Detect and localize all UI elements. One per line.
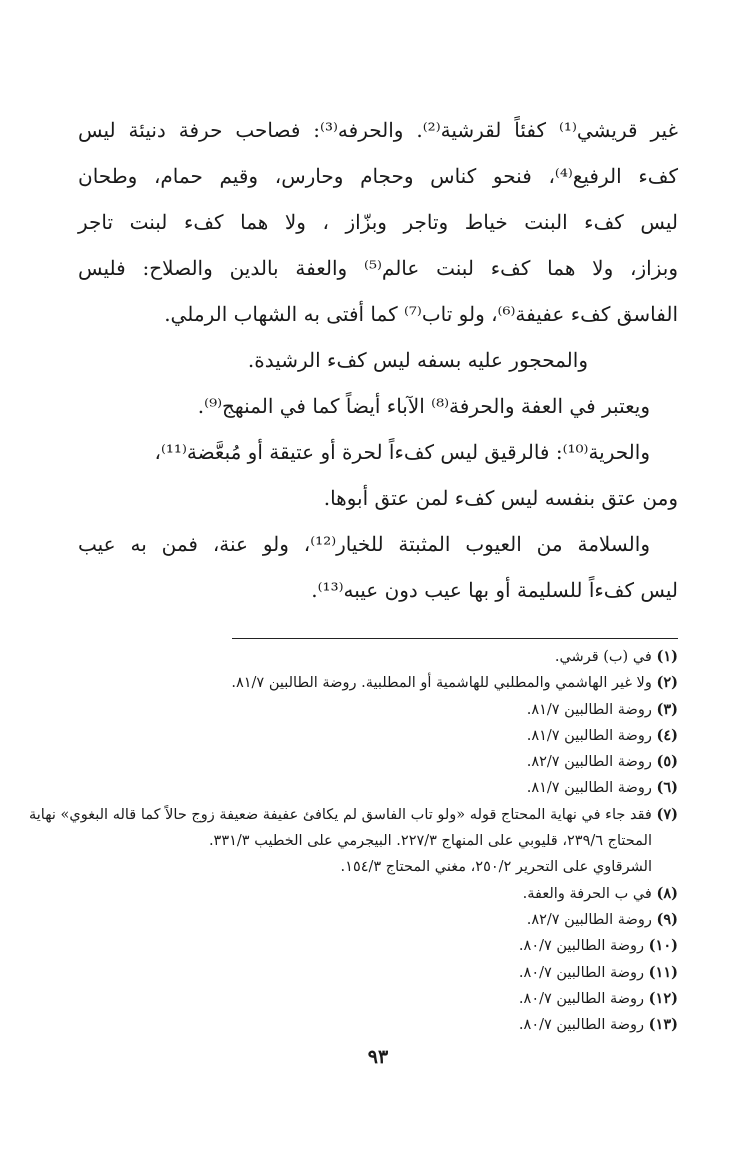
text-line-7: ويعتبر في العفة والحرفة⁽⁸⁾ الآباء أيضاً كما في المنهج⁽⁹⁾. [197,394,650,418]
footnote-11: (١١) روضة الطالبين ٨٠/٧. [518,963,678,981]
footnote-7: (٧) فقد جاء في نهاية المحتاج قوله «ولو تاب الفاسق لم يكافئ عفيفة ضعيفة زوج حالاً كما قاله البغوي» نهاية [29,805,678,823]
footnote-13: (١٣) روضة الطالبين ٨٠/٧. [518,1016,678,1034]
text-line-10: والسلامة من العيوب المثبتة للخيار⁽¹²⁾، ولو عنة، فمن به عيب [78,532,650,556]
text-line-4: وبزاز، ولا هما كفء لبنت عالم⁽⁵⁾ والعفة بالدين والصلاح: فليس [78,256,678,280]
footnote-3: (٣) روضة الطالبين ٨١/٧. [526,700,678,718]
footnote-7-continued-1: المحتاج ٢٣٩/٦، قليوبي على المنهاج ٢٢٧/٣. البيجرمي على الخطيب ٣٣١/٣. [208,833,652,850]
footnote-8: (٨) في ب الحرفة والعفة. [522,884,678,902]
text-line-11: ليس كفءاً للسليمة أو بها عيب دون عيبه⁽¹³⁾. [311,578,678,602]
footnote-1: (١) في (ب) قرشي. [554,648,678,665]
text-line-3: ليس كفء البنت خياط وتاجر وبزّاز ، ولا هما كفء لبنت تاجر [78,210,678,234]
footnote-5: (٥) روضة الطالبين ٨٢/٧. [526,753,678,771]
footnote-6: (٦) روضة الطالبين ٨١/٧. [526,779,678,797]
footnote-7-continued-2: الشرقاوي على التحرير ٢٥٠/٢، مغني المحتاج ١٥٤/٣. [340,859,652,876]
main-text [78,118,678,624]
page-number: ٩٣ [367,1046,389,1068]
text-line-2: كفء الرفيع⁽⁴⁾، فنحو كناس وحجام وحارس، وقيم حمام، وطحان [78,164,678,188]
footnote-12: (١٢) روضة الطالبين ٨٠/٧. [518,989,678,1007]
footnote-2: (٢) ولا غير الهاشمي والمطلبي للهاشمية أو المطلبية. روضة الطالبين ٨١/٧. [231,674,678,692]
text-line-6: والمحجور عليه بسفه ليس كفء الرشيدة. [247,348,588,372]
footnotes [29,648,678,1042]
text-line-1: غير قريشي⁽¹⁾ كفئاً لقرشية⁽²⁾. والحرفه⁽³⁾: فصاحب حرفة دنيئة ليس [78,118,679,142]
footnote-separator [232,638,678,639]
text-line-8: والحرية⁽¹⁰⁾: فالرقيق ليس كفءاً لحرة أو عتيقة أو مُبعَّضة⁽¹¹⁾، [154,440,650,464]
text-line-9: ومن عتق بنفسه ليس كفء لمن عتق أبوها. [323,486,678,510]
footnote-4: (٤) روضة الطالبين ٨١/٧. [526,726,678,744]
footnote-9: (٩) روضة الطالبين ٨٢/٧. [526,910,678,928]
text-line-5: الفاسق كفء عفيفة⁽⁶⁾، ولو تاب⁽⁷⁾ كما أفتى به الشهاب الرملي. [164,302,678,326]
footnote-10: (١٠) روضة الطالبين ٨٠/٧. [518,937,678,955]
